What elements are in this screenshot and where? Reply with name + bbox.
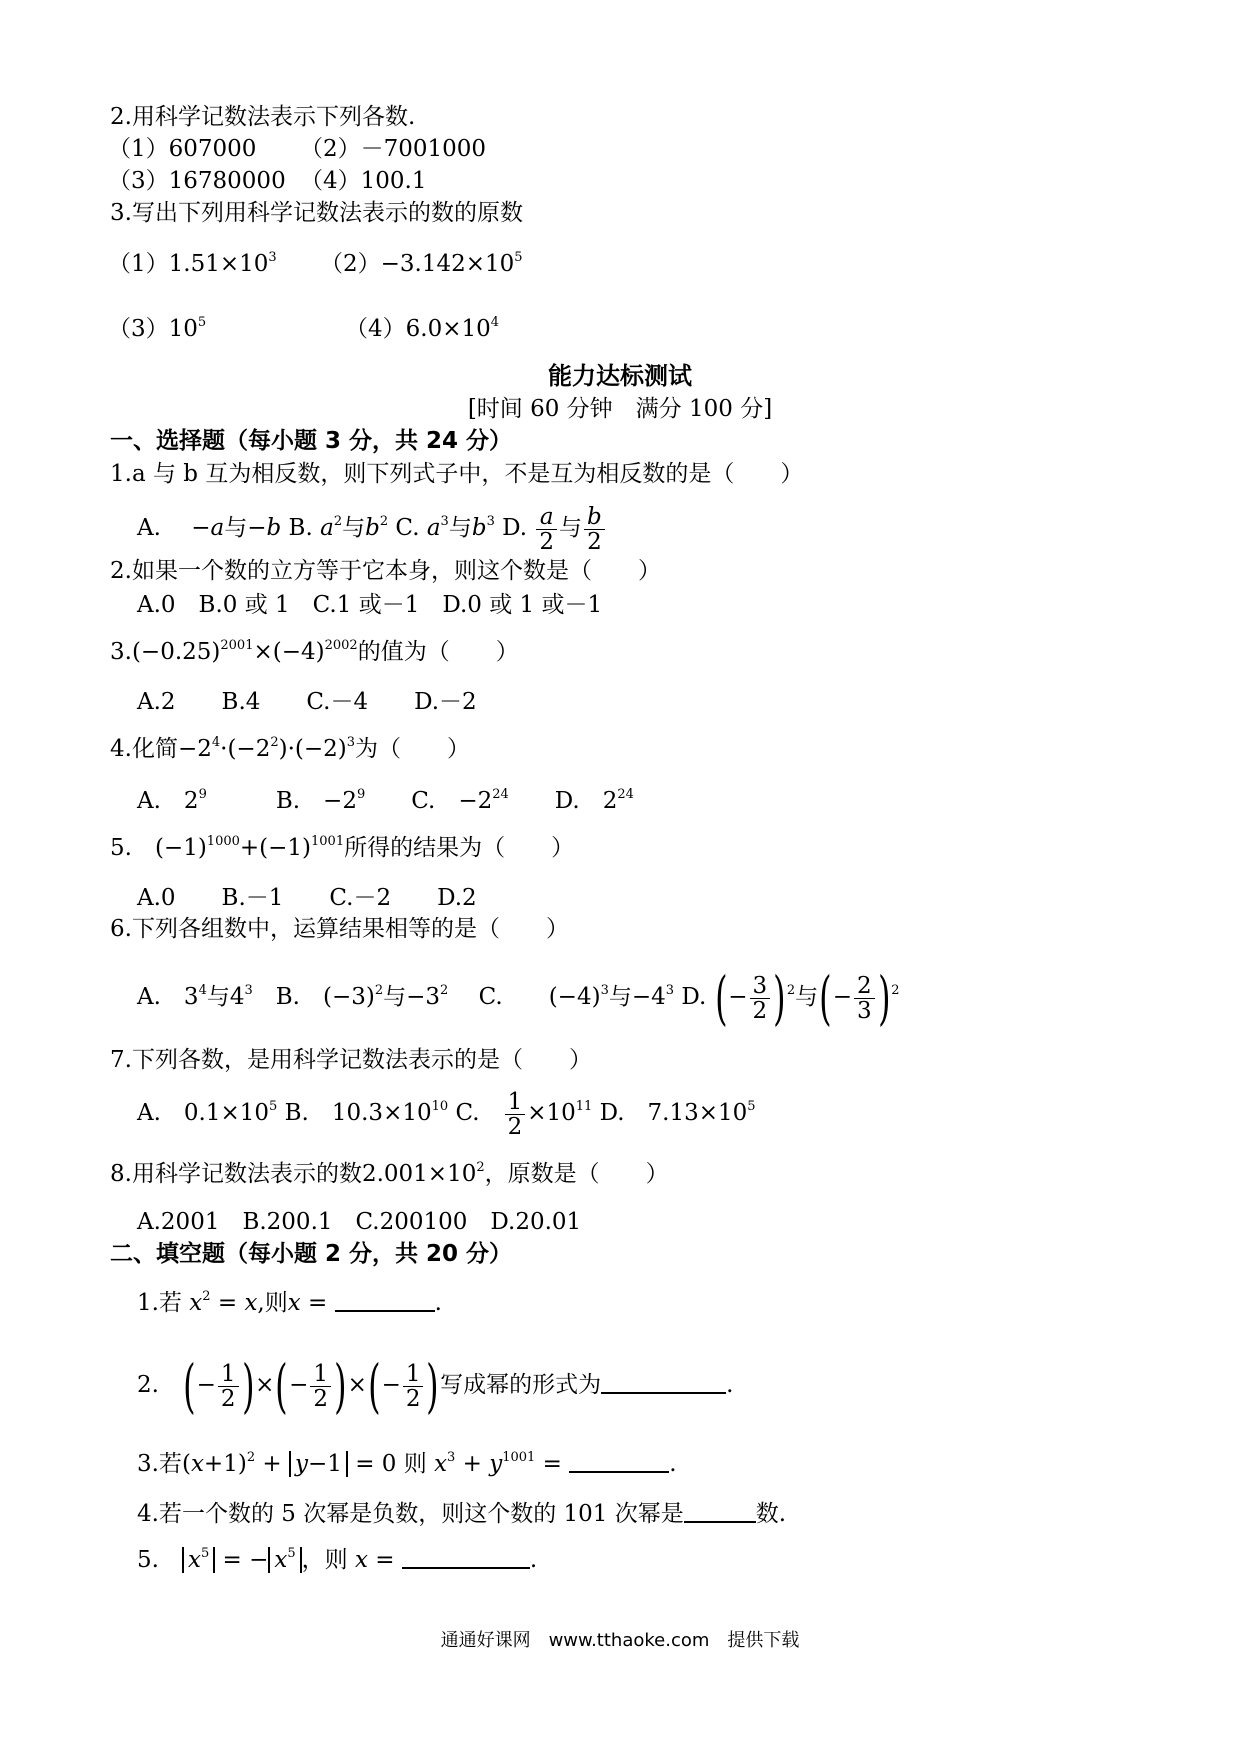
test-subtitle: [时间 60 分钟 满分 100 分] xyxy=(467,396,773,422)
choice-3-stem: $3.(-0.25)^{2001}\times(-4)^{2002}$的值为（ ） xyxy=(110,638,519,665)
choice-5-options: A.0 B.－1 C.－2 D.2 xyxy=(137,885,477,911)
choice-8-stem: 8.用科学记数法表示的数$2.001\times 10^2$，原数是（ ） xyxy=(110,1160,669,1187)
choice-6-stem: 6.下列各组数中，运算结果相等的是（ ） xyxy=(110,916,569,942)
fill-2: 2. (− $\frac{1}{2}$ )×(− $\frac{1}{2}$ )×(− $\frac{1}{2}$ )写成幂的形式为 . xyxy=(137,1352,734,1420)
exercise-3-title: 3.写出下列用科学记数法表示的数的原数 xyxy=(110,200,523,226)
exercise-3-item-1: $(1)1.51\times 10^3$ xyxy=(108,250,277,277)
fill-3: 3.若$(x+1)^2 + y-1 = 0$ 则 $x^3 + y^{1001}$ = . xyxy=(137,1450,677,1477)
choice-4-stem: 4.化简$-2^4\cdot(-2^2)\cdot(-2)^3$为（ ） xyxy=(110,735,471,762)
section-1-title: 一、选择题（每小题 3 分，共 24 分） xyxy=(110,428,513,454)
answer-blank[interactable] xyxy=(601,1370,726,1394)
exercise-3-item-2: $(2)-3.142\times 10^5$ xyxy=(320,250,523,277)
fill-1: 1.若 $x^2 = x$,则x = . xyxy=(137,1289,442,1316)
choice-2-stem: 2.如果一个数的立方等于它本身，则这个数是（ ） xyxy=(110,558,661,584)
test-title: 能力达标测试 xyxy=(548,362,692,390)
section-2-title: 二、填空题（每小题 2 分，共 20 分） xyxy=(110,1241,513,1267)
exercise-3-item-3: $(3)10^5$ xyxy=(108,315,207,342)
choice-3-options: A.2 B.4 C.－4 D.－2 xyxy=(137,689,477,715)
choice-7-stem: 7.下列各数，是用科学记数法表示的是（ ） xyxy=(110,1047,592,1073)
choice-5-stem: 5. $(-1)^{1000}+(-1)^{1001}$所得的结果为（ ） xyxy=(110,834,575,861)
choice-4-options: A. $2^9$ B. $-2^9$ C. $-2^{24}$ D. $2^{24}$ xyxy=(137,787,634,814)
exercise-2-item-1: （1）607000 xyxy=(108,136,257,162)
fill-4: 4.若一个数的 5 次幂是负数，则这个数的 101 次幂是 数. xyxy=(137,1501,787,1527)
exercise-2-item-2: （2）－7001000 xyxy=(300,136,487,162)
answer-blank[interactable] xyxy=(569,1449,669,1473)
choice-6-options: A. $3^4$与$4^3$ B. $(-3)^2$与$-3^2$ C. $(-4)^3$与$-4^3$ D. (− $\frac{3}{2}$ )$^2$与(− $\frac{2}{3}$ )$^2$ xyxy=(137,964,900,1032)
answer-blank[interactable] xyxy=(335,1288,435,1312)
exercise-2-item-3: （3）16780000 xyxy=(108,168,286,194)
choice-2-options: A.0 B.0 或 1 C.1 或－1 D.0 或 1 或－1 xyxy=(137,592,603,618)
exercise-2-title: 2.用科学记数法表示下列各数. xyxy=(110,104,416,130)
exercise-2-item-4: （4）100.1 xyxy=(300,168,427,194)
answer-blank[interactable] xyxy=(684,1499,756,1523)
fill-5: 5. $x^5$ = − $x^5$ ，则 x = . xyxy=(137,1546,538,1573)
choice-8-options: A.2001 B.200.1 C.200100 D.20.01 xyxy=(137,1209,582,1235)
exercise-3-item-4: $(4)6.0\times 10^4$ xyxy=(345,315,500,342)
choice-1-stem: 1.a 与 b 互为相反数，则下列式子中，不是互为相反数的是（ ） xyxy=(110,461,804,487)
page-footer: 通通好课网 www.tthaoke.com 提供下载 xyxy=(440,1630,800,1651)
answer-blank[interactable] xyxy=(402,1545,530,1569)
choice-7-options: A. $0.1\times 10^5$ B. $10.3\times 10^{10}$ C. $\frac{1}{2}$ $\times 10^{11}$ D. $7.13\times 10^5$ xyxy=(137,1088,756,1140)
choice-1-options: A. −a与−b B. $a^2$与$b^2$ C. $a^3$与$b^3$ D. $\frac{a}{2}$ 与 $\frac{b}{2}$ xyxy=(137,498,607,558)
